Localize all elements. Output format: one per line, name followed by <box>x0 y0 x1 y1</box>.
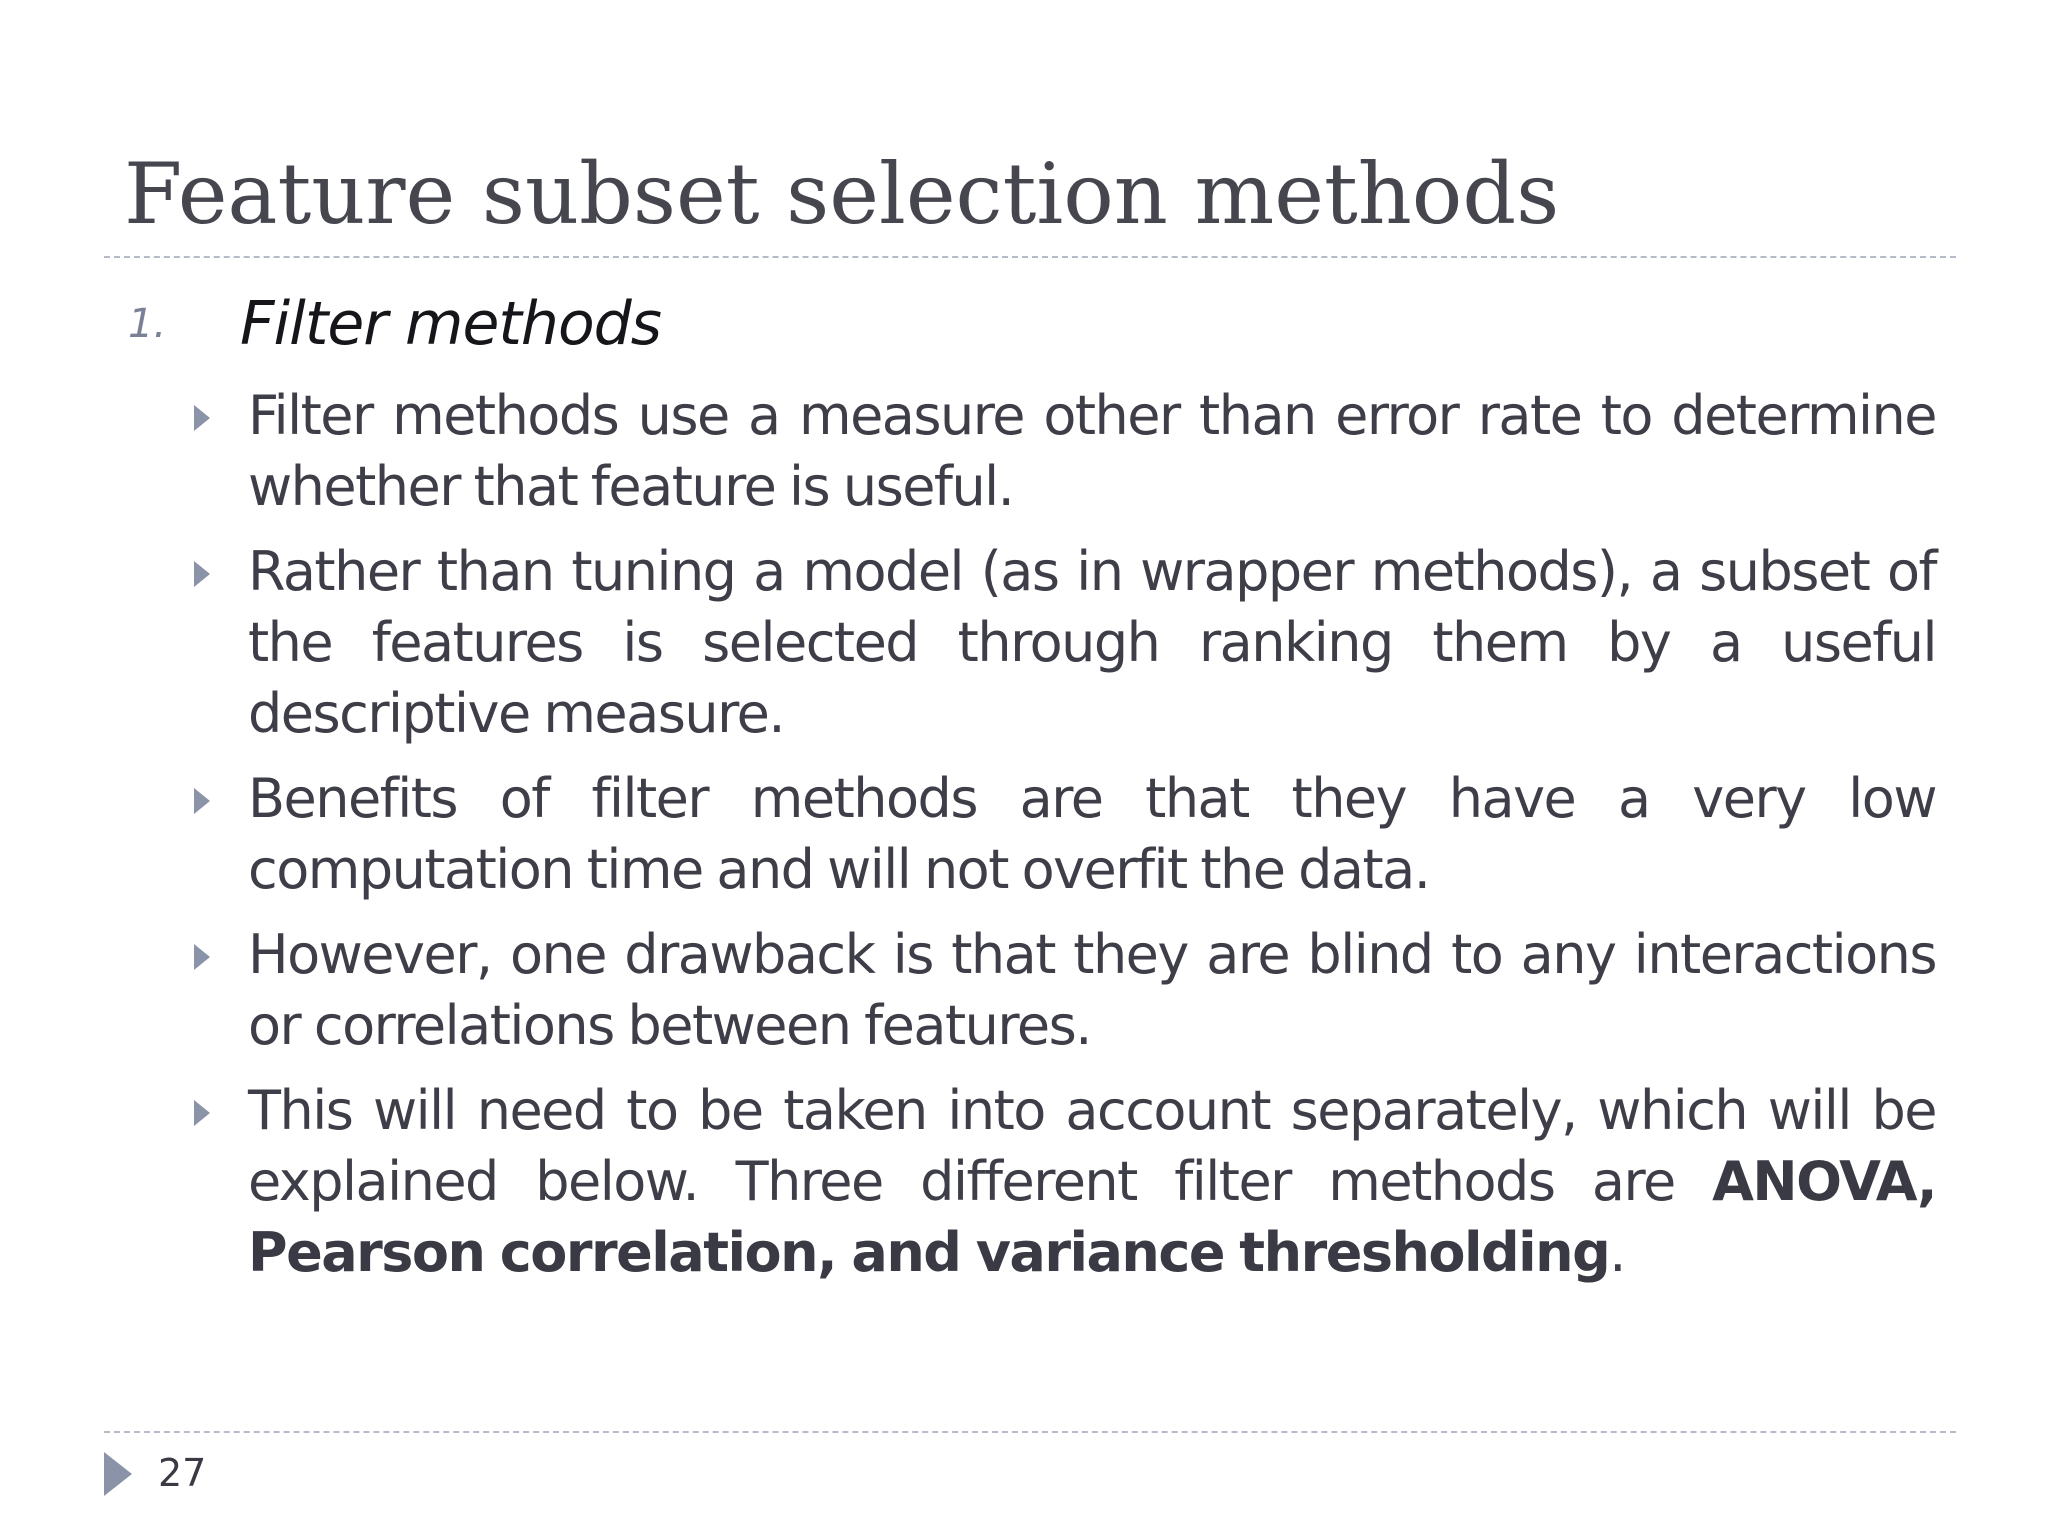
triangle-right-icon <box>194 405 210 431</box>
bullet-item <box>190 380 1936 522</box>
bullet-text: However, one drawback is that they are blind to any interactions or correlations between features. <box>248 923 1936 1057</box>
section-heading: Filter methods <box>240 289 661 359</box>
triangle-right-icon <box>194 788 210 814</box>
bullet-item <box>190 919 1936 1061</box>
bullet-text-tail: . <box>1609 1221 1625 1284</box>
section-number: 1. <box>128 301 167 347</box>
top-divider <box>104 256 1956 258</box>
bottom-divider <box>104 1431 1956 1433</box>
triangle-right-icon <box>194 944 210 970</box>
bullet-item <box>190 763 1936 905</box>
bullet-text <box>248 1075 1936 1288</box>
triangle-right-icon <box>194 1100 210 1126</box>
bullet-item <box>190 1075 1936 1288</box>
bullet-text: Filter methods use a measure other than error rate to determine whether that feature is useful. <box>248 384 1936 518</box>
triangle-right-icon <box>194 561 210 587</box>
bullet-item <box>190 536 1936 749</box>
filter-methods-list: ANOVA, Pearson correlation, and variance thresholding <box>248 1150 1936 1284</box>
bullet-text-lead: This will need to be taken into account separately, which will be explained below. Three different filter methods are <box>248 1079 1936 1213</box>
footer-triangle-icon <box>104 1452 132 1496</box>
bullet-text: Rather than tuning a model (as in wrapper methods), a subset of the features is selected through ranking them by a useful descriptive measure. <box>248 540 1936 745</box>
slide-title: Feature subset selection methods <box>124 145 1560 243</box>
bullet-list <box>190 380 1936 1302</box>
bullet-text: Benefits of filter methods are that they have a very low computation time and will not overfit the data. <box>248 767 1936 901</box>
page-number: 27 <box>158 1451 207 1495</box>
